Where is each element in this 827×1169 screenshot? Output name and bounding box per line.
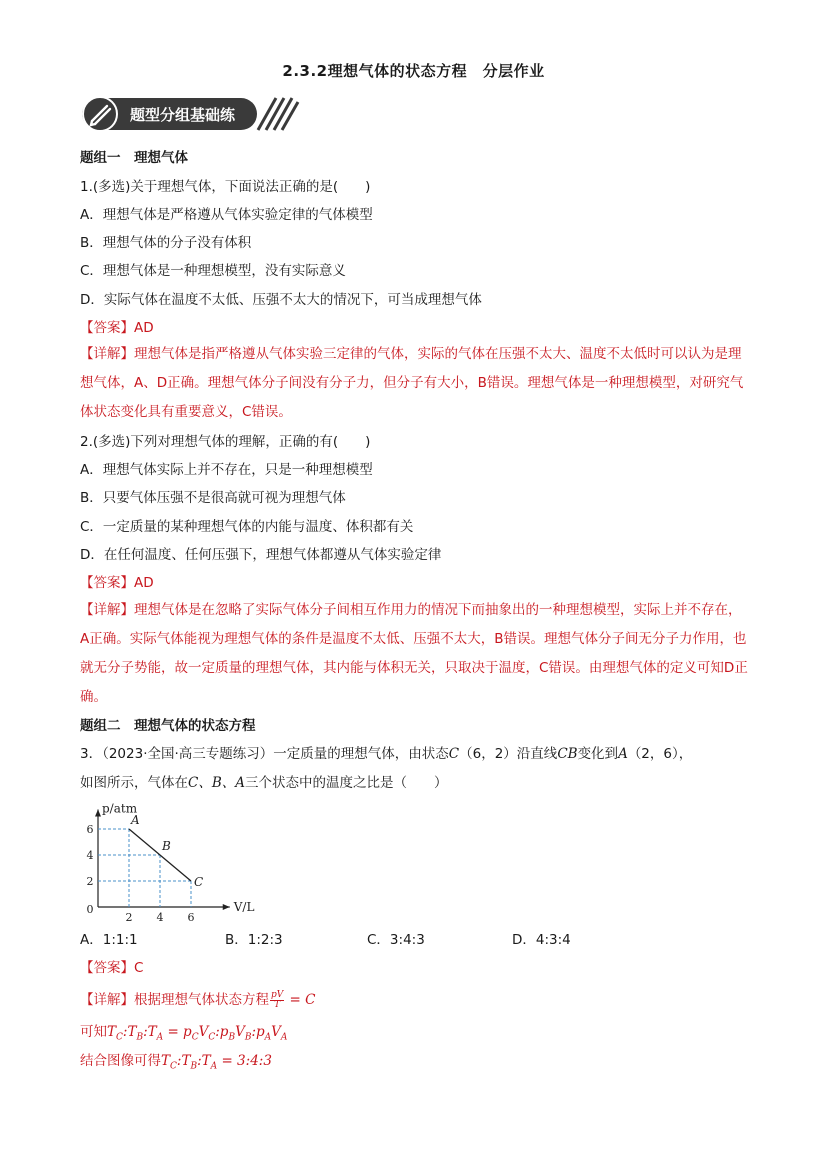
x-axis-arrow <box>223 904 230 910</box>
fraction-denominator: T <box>274 999 281 1010</box>
group1-heading: 题组一 理想气体 <box>80 150 188 166</box>
q3-stem-line2 <box>80 773 448 793</box>
q2-option-b: B．只要气体压强不是很高就可视为理想气体 <box>80 490 346 506</box>
y-tick-label: 2 <box>86 875 94 888</box>
x-axis-label: V/L <box>233 900 255 914</box>
q3-option-a: A．1:1:1 <box>80 932 138 948</box>
banner-text: 题型分组基础练 <box>130 106 236 124</box>
q3-detail-text: 结合图像可得 <box>80 1053 161 1069</box>
y-tick-label: 4 <box>86 849 94 862</box>
equation-fraction <box>270 991 284 1010</box>
q2-option-d: D．在任何温度、任何压强下，理想气体都遵从气体实验定律 <box>80 547 442 563</box>
q1-option-b: B．理想气体的分子没有体积 <box>80 235 252 251</box>
q3-detail-text: 【详解】根据理想气体状态方程 <box>80 992 269 1008</box>
y-axis-arrow <box>95 810 101 817</box>
q2-option-a: A．理想气体实际上并不存在，只是一种理想模型 <box>80 462 373 478</box>
equation-rhs: = C <box>285 992 316 1008</box>
q3-vars: C、B、A <box>188 775 245 791</box>
point-label-A: A <box>131 813 140 827</box>
q2-option-c: C．一定质量的某种理想气体的内能与温度、体积都有关 <box>80 519 414 535</box>
q3-stem-text: （6，2）沿直线 <box>459 746 558 762</box>
q1-option-c: C．理想气体是一种理想模型，没有实际意义 <box>80 263 346 279</box>
q3-stem-text: 3．（2023·全国·高三专题练习）一定质量的理想气体，由状态 <box>80 746 449 762</box>
q3-var-a: A <box>618 746 628 762</box>
banner-stripes <box>258 98 298 130</box>
origin-label: 0 <box>86 903 94 916</box>
section-banner <box>80 95 300 133</box>
ratio-result: $T_C:T_B:T_A$ <box>161 1053 218 1072</box>
x-tick-label: 4 <box>156 911 164 923</box>
q1-detail: 【详解】理想气体是指严格遵从气体实验三定律的气体，实际的气体在压强不太大、温度不太低时可以认为是理想气体，A、D正确。理想气体分子间没有分子力，但分子有大小，B错误。理想气体是一种理想模型，对研究气体状态变化具有重要意义，C错误。 <box>80 346 744 420</box>
q3-stem-line1 <box>80 744 692 764</box>
y-axis-label: p/atm <box>102 803 138 816</box>
point-label-B: B <box>162 839 171 853</box>
q3-detail-line3 <box>80 1051 272 1077</box>
ratio-equation: $T_C:T_B:T_A$ = $p_CV_C:p_BV_B:p_AV_A$ <box>107 1024 288 1043</box>
q3-stem-text: 变化到 <box>577 746 619 762</box>
point-label-C: C <box>194 875 204 889</box>
q3-stem-text: 三个状态中的温度之比是（ ） <box>245 775 448 791</box>
fraction-numerator: pV <box>271 989 284 1000</box>
q3-option-b: B．1:2:3 <box>225 932 283 948</box>
ratio-value: = 3:4:3 <box>217 1053 272 1069</box>
y-tick-label: 6 <box>86 823 94 836</box>
q1-option-a: A．理想气体是严格遵从气体实验定律的气体模型 <box>80 207 373 223</box>
pv-graph <box>78 803 258 923</box>
q2-detail: 【详解】理想气体是在忽略了实际气体分子间相互作用力的情况下而抽象出的一种理想模型，实际上并不存在，A正确。实际气体能视为理想气体的条件是温度不太低、压强不太大，B错误。理想气体分子间无分子力作用，也就无分子势能，故一定质量的理想气体，其内能与体积无关，只取决于温度，C错误。由理想气体的定义可知D正确。 <box>80 602 748 705</box>
q3-stem-text: （2，6）， <box>627 746 693 762</box>
x-tick-label: 6 <box>187 911 195 923</box>
q3-var-cb: CB <box>557 746 578 762</box>
x-tick-label: 2 <box>125 911 133 923</box>
group2-heading: 题组二 理想气体的状态方程 <box>80 718 256 734</box>
q3-detail-line2 <box>80 1022 287 1048</box>
q2-stem: 2.(多选)下列对理想气体的理解，正确的有( ) <box>80 434 371 450</box>
q3-var-c: C <box>448 746 460 762</box>
q1-answer: 【答案】AD <box>80 320 154 336</box>
q3-detail-line1 <box>80 990 316 1010</box>
q1-option-d: D．实际气体在温度不太低、压强不太大的情况下，可当成理想气体 <box>80 292 482 308</box>
q1-stem: 1.(多选)关于理想气体，下面说法正确的是( ) <box>80 179 371 195</box>
q2-answer: 【答案】AD <box>80 575 154 591</box>
q3-option-d: D．4:3:4 <box>512 932 571 948</box>
q3-option-c: C．3:4:3 <box>367 932 425 948</box>
q3-detail-text: 可知 <box>80 1024 107 1040</box>
page-title: 2.3.2理想气体的状态方程 分层作业 <box>282 62 545 80</box>
q3-answer: 【答案】C <box>80 960 144 976</box>
q3-stem-text: 如图所示，气体在 <box>80 775 188 791</box>
